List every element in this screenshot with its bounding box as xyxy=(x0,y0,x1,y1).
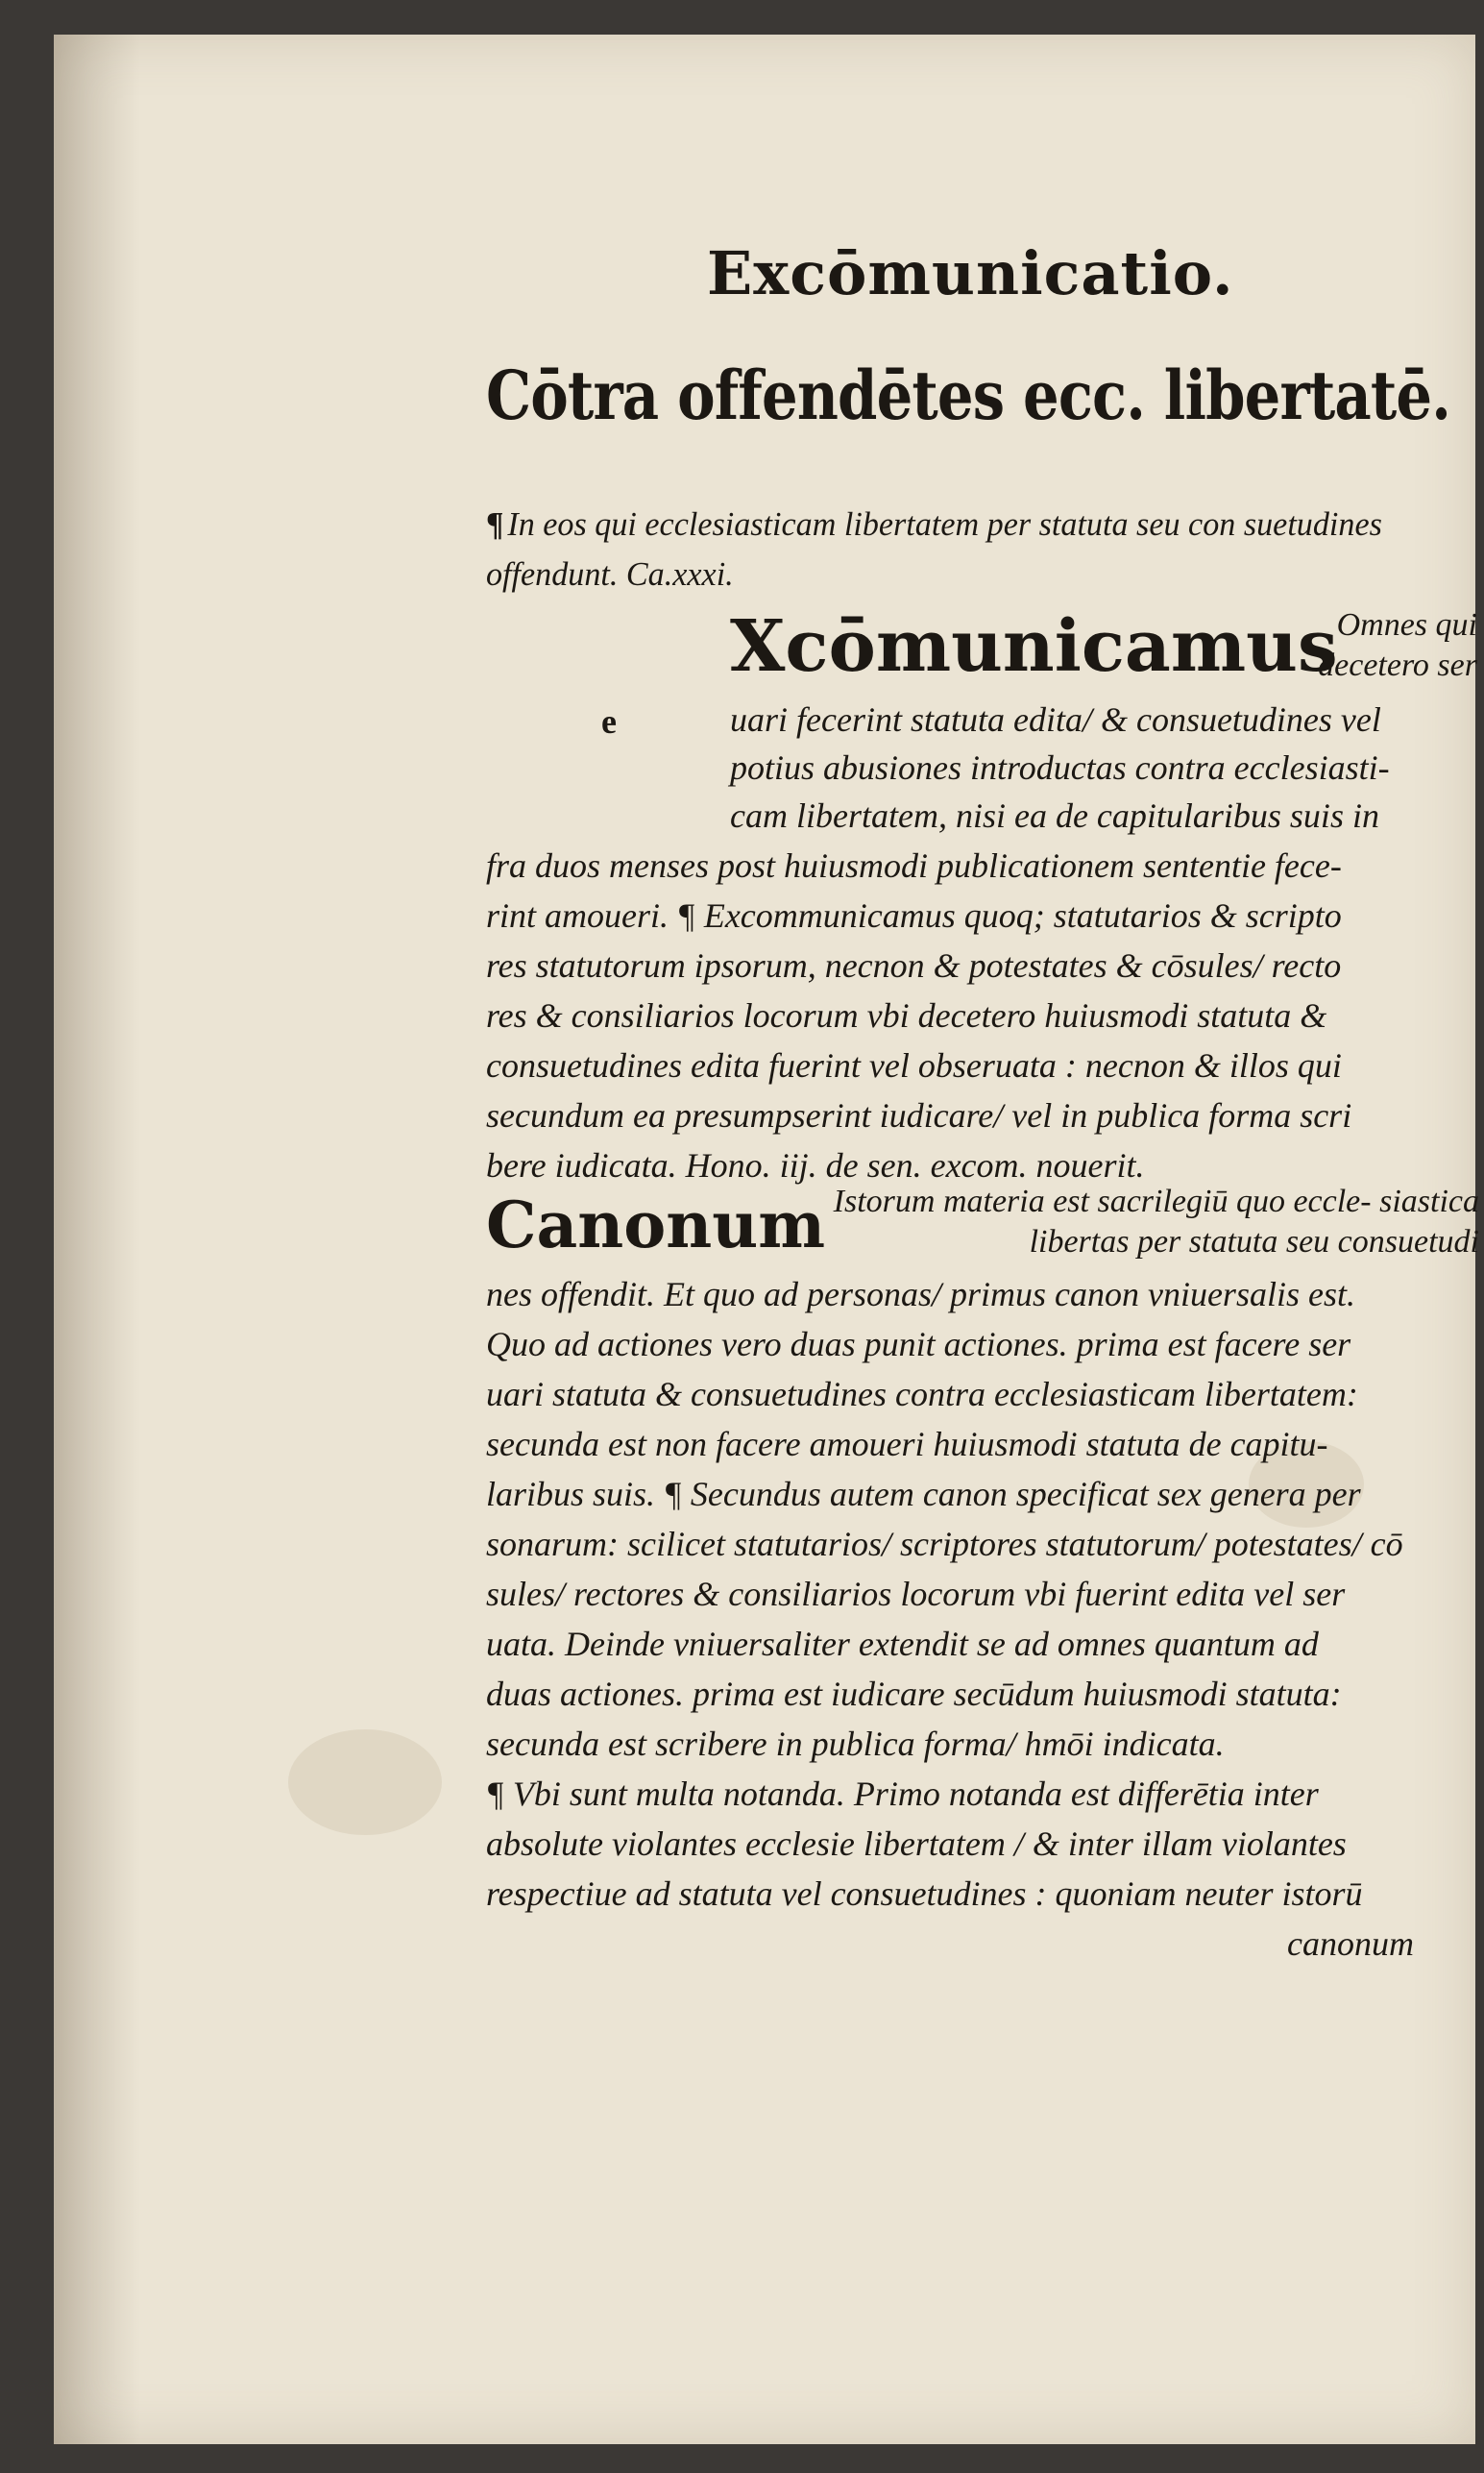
text-line: res statutorum ipsorum, necnon & potestates & cōsules/ recto xyxy=(486,946,1342,985)
text-line: nes offendit. Et quo ad personas/ primus canon vniuersalis est. xyxy=(486,1275,1355,1313)
text-line: secunda est non facere amoueri huiusmodi statuta de capitu- xyxy=(486,1425,1328,1463)
page-gutter-shadow xyxy=(54,35,140,2444)
paper-stain xyxy=(288,1729,442,1835)
text-line: res & consiliarios locorum vbi decetero huiusmodi statuta & xyxy=(486,996,1327,1035)
text-line: potius abusiones introductas contra ecclesiasti- xyxy=(730,748,1390,787)
text-line: cam libertatem, nisi ea de capitularibus suis in xyxy=(730,796,1379,835)
text-line: absolute violantes ecclesie libertatem / & inter illam violantes xyxy=(486,1824,1347,1863)
commentary-side-text: Istorum materia est sacrilegiū quo eccle- siastica libertas per statuta seu consuetudi xyxy=(833,1184,1479,1260)
text-line: duas actiones. prima est iudicare secūdum huiusmodi statuta: xyxy=(486,1675,1342,1713)
running-title: Excōmunicatio. xyxy=(707,238,1234,308)
paragraph-mark-icon: ¶ xyxy=(486,505,504,543)
text-line: uari statuta & consuetudines contra ecclesiasticam libertatem: xyxy=(486,1375,1358,1413)
rubric-text: In eos qui ecclesiasticam libertatem per statuta seu con suetudines offendunt. Ca.xxxi. xyxy=(486,505,1382,593)
initial-word-excommunicamus: Xcōmunicamus xyxy=(730,605,1338,688)
text-line: uata. Deinde vniuersaliter extendit se ad omnes quantum ad xyxy=(486,1625,1319,1663)
initial-side-text: Omnes qui decetero ser xyxy=(1318,607,1477,683)
guide-letter: e xyxy=(601,702,617,741)
text-line: fra duos menses post huiusmodi publicationem sententie fece- xyxy=(486,846,1342,885)
text-line: sules/ rectores & consiliarios locorum vbi fuerint edita vel ser xyxy=(486,1575,1346,1613)
text-line: respectiue ad statuta vel consuetudines : quoniam neuter istorū xyxy=(486,1874,1363,1913)
text-line: sonarum: scilicet statutarios/ scriptores statutorum/ potestates/ cō xyxy=(486,1525,1403,1563)
text-line: Quo ad actiones vero duas punit actiones. prima est facere ser xyxy=(486,1325,1351,1363)
text-line: rint amoueri. ¶ Excommunicamus quoq; statutarios & scripto xyxy=(486,896,1342,935)
text-line: ¶ Vbi sunt multa notanda. Primo notanda est differētia inter xyxy=(486,1775,1319,1813)
text-line: laribus suis. ¶ Secundus autem canon specificat sex genera per xyxy=(486,1475,1361,1513)
initial-word-canonum: Canonum xyxy=(486,1188,826,1262)
chapter-title: Cōtra offendētes ecc. libertatē. xyxy=(486,355,1450,435)
text-line: bere iudicata. Hono. iij. de sen. excom. nouerit. xyxy=(486,1146,1145,1185)
text-line: secunda est scribere in publica forma/ hmōi indicata. xyxy=(486,1725,1225,1763)
chapter-rubric xyxy=(486,500,1450,600)
catchword: canonum xyxy=(1287,1924,1414,1963)
text-line: uari fecerint statuta edita/ & consuetudines vel xyxy=(730,700,1381,739)
text-line: consuetudines edita fuerint vel obseruata : necnon & illos qui xyxy=(486,1046,1342,1085)
text-line: secundum ea presumpserint iudicare/ vel in publica forma scri xyxy=(486,1096,1352,1135)
